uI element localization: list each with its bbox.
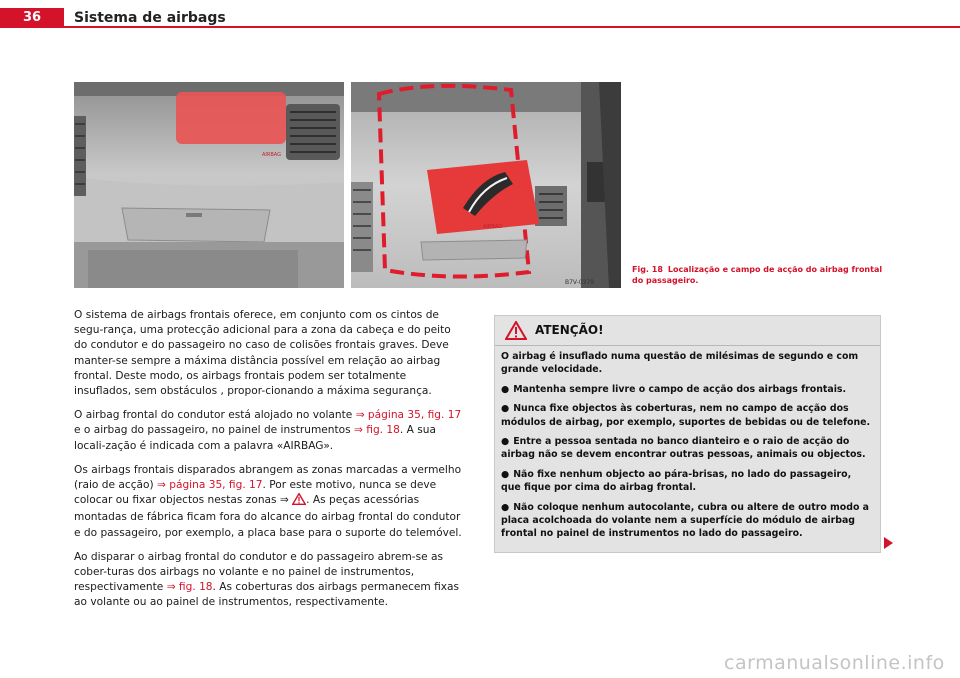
warning-title: ATENÇÃO! (535, 323, 604, 337)
warning-body (495, 346, 880, 541)
warning-list (501, 383, 874, 541)
body-paragraph (74, 550, 466, 611)
body-text-segment: Os airbags frontais disparados abrangem as zonas marcadas a vermelho (raio de acção) (74, 463, 462, 492)
body-paragraph (74, 463, 466, 541)
section-title: Sistema de airbags (74, 10, 226, 26)
body-text-segment: O sistema de airbags frontais oferece, em conjunto com os cintos de segu-rança, uma protecção adicional para a zona da cabeça e do peito do condutor e do passageiro no caso de colisões frontais graves. Deve manter-se sempre a máxima distância possível em relação ao airbag frontal. Deste modo, os airbags frontais podem ser totalmente insuflados, sem obstáculos , propor-cionando a máxima segurança. (74, 309, 451, 398)
body-text-segment: Ao disparar o airbag frontal do condutor e do passageiro abrem-se as cober-turas dos airbags no volante e no painel de instrumentos, respectivamente (74, 550, 444, 594)
right-panel-illustration (351, 82, 621, 288)
warning-intro: O airbag é insuflado numa questão de milésimas de segundo e com grande velocidade. (501, 351, 859, 376)
warning-item: ● Não coloque nenhum autocolante, cubra ou altere de outro modo a placa acolchoada do volante nem a superfície do módulo de airbag frontal no painel de instrumentos no lado do passageiro. (501, 501, 869, 540)
body-text-segment: . Por este motivo, nunca se deve colocar ou fixar objectos nestas zonas ⇒ (74, 479, 437, 507)
warning-item: ● Mantenha sempre livre o campo de acção dos airbags frontais. (501, 383, 847, 395)
figure-caption-number: Fig. 18 (632, 265, 663, 274)
right-airbag-label: AIRBAG (483, 224, 503, 230)
footer-watermark: carmanualsonline.info (724, 652, 945, 674)
body-text (74, 308, 466, 620)
cross-reference-link[interactable]: ⇒ página 35, fig. 17 (157, 479, 263, 492)
dashboard-illustration (74, 82, 621, 288)
body-text-segment: . As coberturas dos airbags permanecem fixas ao volante ou ao painel de instrumentos, respectivamente. (74, 581, 460, 609)
body-text-segment: . As peças acessórias montadas de fábrica ficam fora do alcance do airbag frontal do condutor e do passageiro, por exemplo, a placa base para o suporte do telemóvel. (74, 494, 462, 539)
warning-triangle-icon (292, 493, 306, 510)
warning-item: ● Entre a pessoa sentada no banco dianteiro e o raio de acção do airbag não se devem encontrar outras pessoas, animais ou objectos. (501, 436, 866, 461)
warning-box (494, 315, 881, 553)
left-panel-illustration (74, 82, 344, 288)
cross-reference-link[interactable]: ⇒ página 35, fig. 17 (355, 409, 462, 422)
figure-caption-text: Localização e campo de acção do airbag frontal do passageiro. (632, 265, 883, 285)
figure-caption (632, 264, 892, 286)
body-text-segment: O airbag frontal do condutor está alojado no volante (74, 409, 356, 422)
body-text-segment: e o airbag do passageiro, no painel de instrumentos (74, 424, 355, 437)
body-text-segment: . A sua locali-zação é indicada com a palavra «AIRBAG». (74, 424, 436, 452)
header-rule (0, 26, 960, 28)
image-code: B7V-0379 (565, 279, 595, 286)
cross-reference-link[interactable]: ⇒ fig. 18 (354, 424, 400, 437)
left-airbag-zone (176, 92, 286, 144)
body-paragraph (74, 408, 466, 454)
cross-reference-link[interactable]: ⇒ fig. 18 (166, 581, 213, 594)
body-paragraph (74, 308, 466, 399)
warning-item: ● Não fixe nenhum objecto ao pára-brisas, no lado do passageiro, que fique por cima do airbag frontal. (501, 468, 852, 494)
next-page-arrow-icon[interactable] (884, 537, 893, 549)
page-number: 36 (0, 8, 64, 28)
warning-triangle-icon (505, 321, 527, 340)
left-airbag-label: AIRBAG (262, 152, 282, 158)
warning-header (495, 316, 880, 346)
airbag-figure (74, 82, 621, 288)
warning-item: ● Nunca fixe objectos às coberturas, nem no campo de acção dos módulos de airbag, por exemplo, suportes de bebidas ou de telefone. (501, 403, 871, 428)
